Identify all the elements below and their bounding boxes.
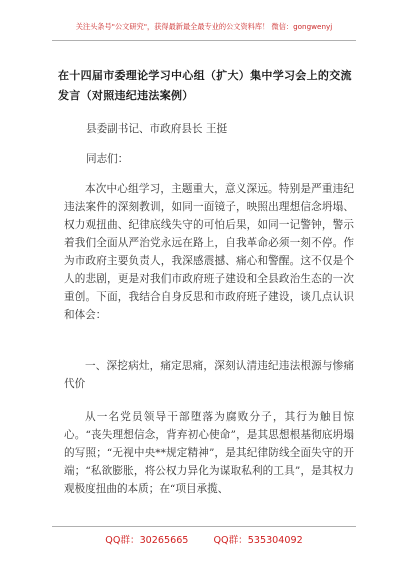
document-author: 县委副书记、市政府县长 王挺	[86, 123, 228, 135]
body-paragraph: 从一名党员领导干部堕落为腐败分子，其行为触目惊心。“丧失理想信念，背弃初心使命”，是其思想根基彻底坍塌的写照；“无视中央**规定精神”，是其纪律防线全面失守的开端；“私欲膨胀，将公权力异化为谋取私利的工具”，是其权力观极度扭曲的本质；在“项目承揽、	[64, 411, 354, 495]
header-divider	[52, 40, 356, 41]
body-paragraph: 本次中心组学习，主题重大，意义深远。特别是严重违纪违法案件的深刻教训，如同一面镜子，映照出理想信念坍塌、权力观扭曲、纪律底线失守的可怕后果，如同一记警钟，警示着我们全面从严治党永远在路上，自我革命必须一刻不停。作为市政府主要负责人，我深感震撼、痛心和警醒。这不仅是个人的悲剧，更是对我们市政府班子建设和全县政治生态的一次重创。下面，我结合自身反思和市政府班子建设，谈几点认识和体会：	[64, 183, 354, 321]
footer-qq-group-1: QQ群：30265665	[105, 535, 189, 546]
section-heading: 一、深挖病灶，痛定思痛，深刻认清违纪违法根源与惨痛代价	[64, 360, 354, 390]
salutation: 同志们：	[86, 153, 129, 165]
header-banner: 关注头条号"公文研究"，获得最新最全最专业的公文资料库！ 微信：gongwenyj	[75, 22, 333, 31]
footer-divider	[52, 526, 356, 527]
footer-qq-group-2: QQ群：535304092	[213, 535, 303, 546]
document-title: 在十四届市委理论学习中心组（扩大）集中学习会上的交流发言（对照违纪违法案例）	[58, 69, 352, 102]
footer	[0, 532, 408, 546]
